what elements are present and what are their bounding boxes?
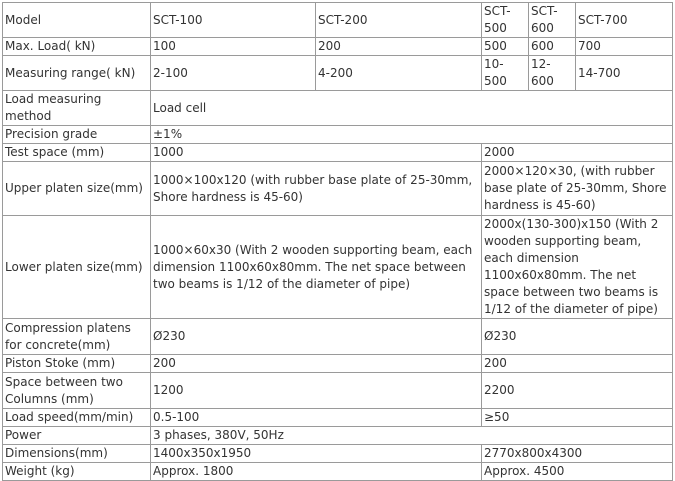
cell-load-speed-small: 0.5-100 (151, 409, 482, 427)
row-label-lower-platen: Lower platen size(mm) (3, 216, 151, 319)
row-label-column-space: Space between two Columns (mm) (3, 373, 151, 409)
table-row-precision (3, 126, 673, 144)
row-label-model: Model (3, 3, 151, 38)
cell-lower-platen-small: 1000×60x30 (With 2 wooden supporting beam, each dimension 1100x60x80mm. The net space between two beams is 1/12 of the diameter of pipe) (151, 216, 482, 319)
cell-max-load-100: 100 (151, 38, 316, 56)
cell-compression-large: Ø230 (482, 319, 673, 355)
cell-dimensions-small: 1400x350x1950 (151, 445, 482, 463)
table-row-test-space (3, 144, 673, 162)
cell-compression-small: Ø230 (151, 319, 482, 355)
cell-test-space-small: 1000 (151, 144, 482, 162)
cell-max-load-500: 500 (482, 38, 529, 56)
cell-piston-small: 200 (151, 355, 482, 373)
cell-column-space-small: 1200 (151, 373, 482, 409)
cell-max-load-200: 200 (316, 38, 482, 56)
cell-max-load-700: 700 (576, 38, 673, 56)
cell-upper-platen-large: 2000×120×30, (with rubber base plate of 25-30mm, Shore hardness is 45-60) (482, 162, 673, 216)
cell-model-sct-500: SCT-500 (482, 3, 529, 38)
cell-power: 3 phases, 380V, 50Hz (151, 427, 673, 445)
cell-dimensions-large: 2770x800x4300 (482, 445, 673, 463)
table-row-model (3, 3, 673, 38)
table-row-piston (3, 355, 673, 373)
table-row-dimensions (3, 445, 673, 463)
cell-range-200: 4-200 (316, 56, 482, 91)
row-label-precision: Precision grade (3, 126, 151, 144)
row-label-dimensions: Dimensions(mm) (3, 445, 151, 463)
row-label-upper-platen: Upper platen size(mm) (3, 162, 151, 216)
cell-model-sct-700: SCT-700 (576, 3, 673, 38)
cell-test-space-large: 2000 (482, 144, 673, 162)
table-row-lower-platen (3, 216, 673, 319)
table-row-weight (3, 463, 673, 481)
cell-weight-large: Approx. 4500 (482, 463, 673, 481)
row-label-measuring-range: Measuring range( kN) (3, 56, 151, 91)
cell-piston-large: 200 (482, 355, 673, 373)
cell-range-600: 12-600 (529, 56, 576, 91)
row-label-weight: Weight (kg) (3, 463, 151, 481)
row-label-power: Power (3, 427, 151, 445)
table-row-load-method (3, 91, 673, 126)
table-row-max-load (3, 38, 673, 56)
cell-model-sct-600: SCT-600 (529, 3, 576, 38)
cell-range-700: 14-700 (576, 56, 673, 91)
table-row-upper-platen (3, 162, 673, 216)
cell-model-sct-100: SCT-100 (151, 3, 316, 38)
table-row-compression (3, 319, 673, 355)
spec-table (2, 2, 673, 481)
cell-lower-platen-large: 2000x(130-300)x150 (With 2 wooden supporting beam, each dimension 1100x60x80mm. The net space between two beams is 1/12 of the diameter of pipe) (482, 216, 673, 319)
cell-upper-platen-small: 1000×100x120 (with rubber base plate of 25-30mm, Shore hardness is 45-60) (151, 162, 482, 216)
cell-model-sct-200: SCT-200 (316, 3, 482, 38)
cell-range-500: 10-500 (482, 56, 529, 91)
cell-weight-small: Approx. 1800 (151, 463, 482, 481)
table-row-load-speed (3, 409, 673, 427)
table-row-power (3, 427, 673, 445)
row-label-piston: Piston Stoke (mm) (3, 355, 151, 373)
cell-precision: ±1% (151, 126, 673, 144)
table-row-measuring-range (3, 56, 673, 91)
cell-load-speed-large: ≥50 (482, 409, 673, 427)
cell-column-space-large: 2200 (482, 373, 673, 409)
row-label-max-load: Max. Load( kN) (3, 38, 151, 56)
cell-max-load-600: 600 (529, 38, 576, 56)
row-label-load-speed: Load speed(mm/min) (3, 409, 151, 427)
row-label-load-method: Load measuring method (3, 91, 151, 126)
cell-load-method: Load cell (151, 91, 673, 126)
table-row-column-space (3, 373, 673, 409)
row-label-compression: Compression platens for concrete(mm) (3, 319, 151, 355)
cell-range-100: 2-100 (151, 56, 316, 91)
row-label-test-space: Test space (mm) (3, 144, 151, 162)
